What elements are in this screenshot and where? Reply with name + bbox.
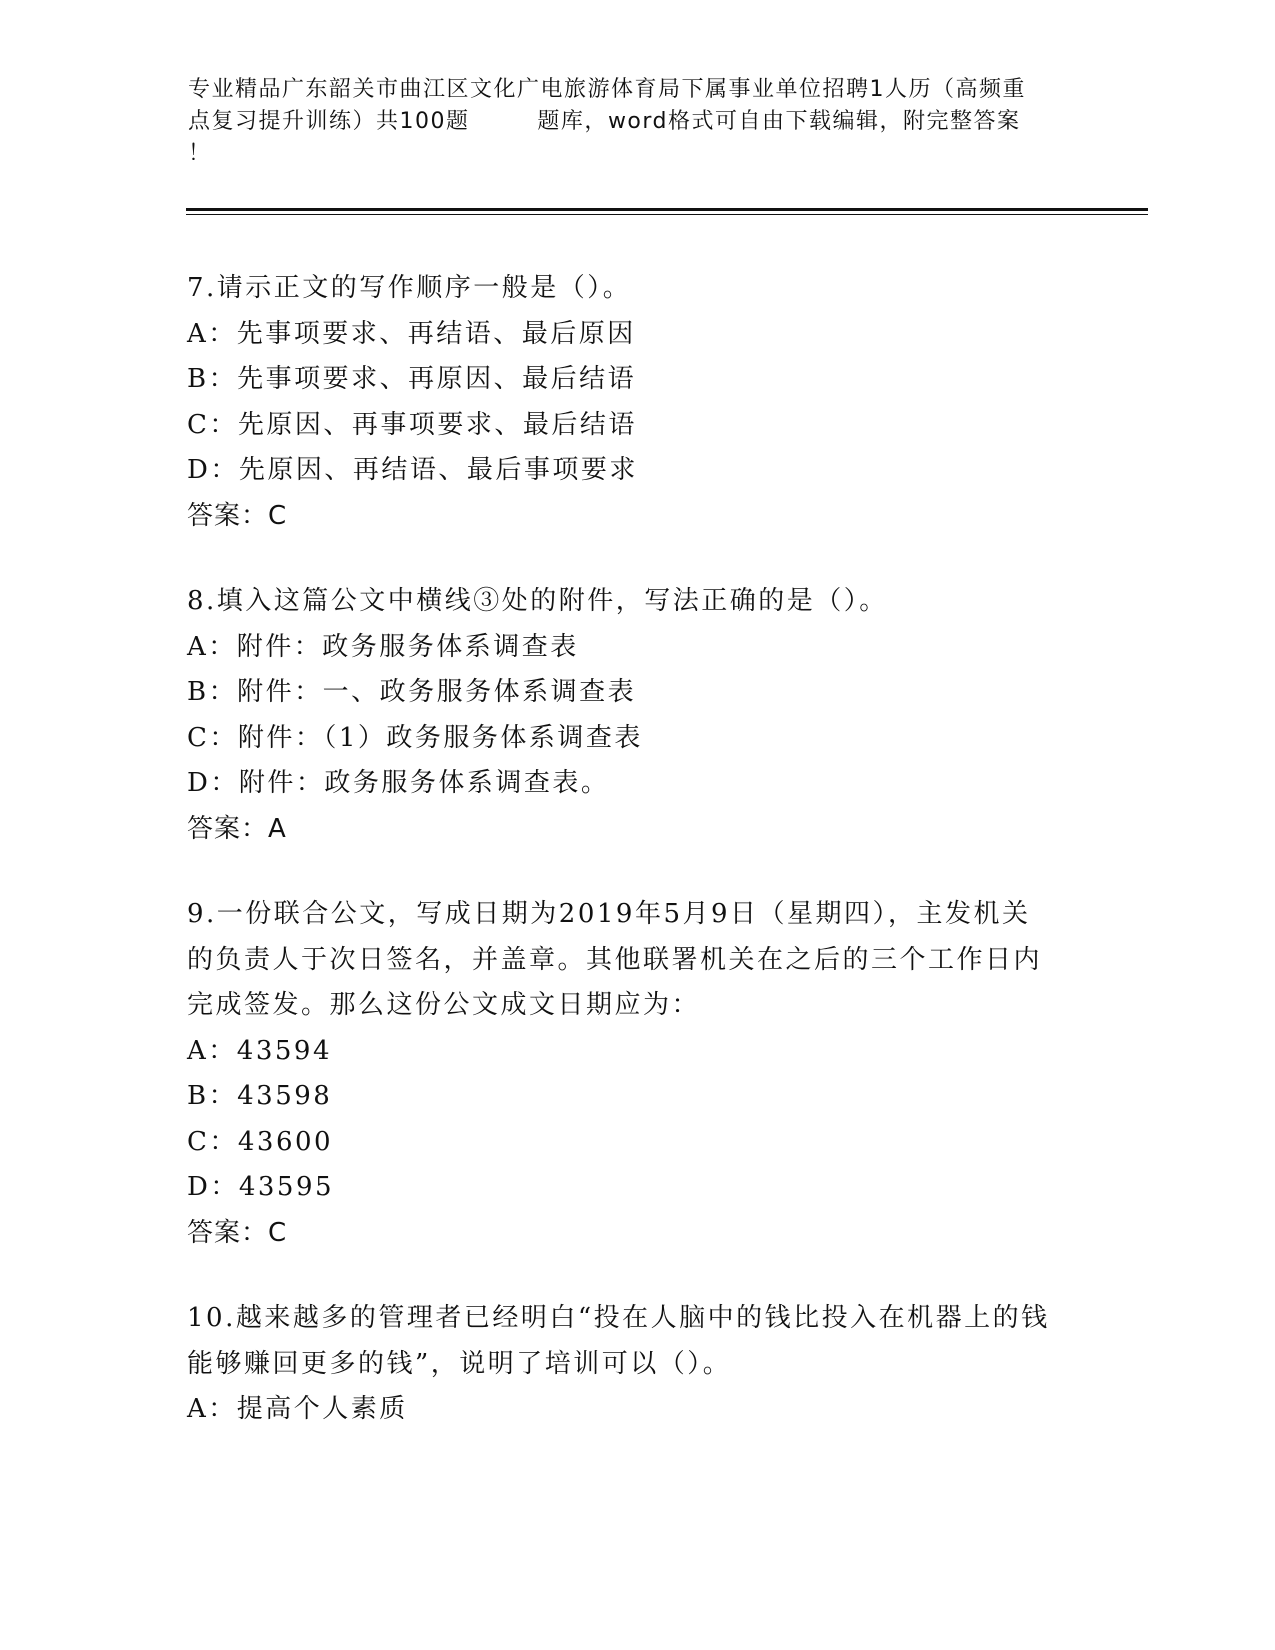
question-stem: 完成签发。那么这份公文成文日期应为：: [187, 990, 701, 1020]
header-line: 专业精品广东韶关市曲江区文化广电旅游体育局下属事业单位招聘1人历（高频重: [188, 77, 1026, 102]
answer: 答案：A: [187, 813, 287, 844]
question-stem: 9.一份联合公文，写成日期为2019年5月9日（星期四），主发机关: [187, 899, 1031, 929]
spacer: [187, 539, 1087, 579]
question-stem: 能够赚回更多的钱”，说明了培训可以（）。: [187, 1348, 732, 1379]
spacer: [187, 852, 1087, 892]
option-b: B：43598: [187, 1081, 333, 1111]
option-c: C：43600: [187, 1126, 334, 1157]
option-a: A：提高个人素质: [187, 1394, 408, 1424]
option-c: C：附件：（1）政务服务体系调查表: [187, 722, 643, 753]
option-b: B：先事项要求、再原因、最后结语: [187, 364, 637, 394]
option-d: D：先原因、再结语、最后事项要求: [187, 455, 638, 485]
question-8: [187, 579, 1087, 852]
question-10: [187, 1296, 1087, 1433]
option-d: D：43595: [187, 1172, 335, 1202]
spacer: [187, 1256, 1087, 1296]
question-stem: 10.越来越多的管理者已经明白“投在人脑中的钱比投入在机器上的钱: [187, 1303, 1050, 1333]
question-9: [187, 892, 1087, 1256]
question-stem: 的负责人于次日签名，并盖章。其他联署机关在之后的三个工作日内: [187, 944, 1043, 975]
header-divider: [186, 208, 1148, 215]
answer: 答案：C: [187, 500, 288, 531]
header-line: ！: [188, 141, 212, 166]
question-stem: 8.填入这篇公文中横线③处的附件，写法正确的是（）。: [187, 586, 888, 616]
question-list: [187, 266, 1087, 1433]
header-line: 点复习提升训练）共100题 题库，word格式可自由下载编辑，附完整答案: [188, 109, 1021, 134]
question-7: [187, 266, 1087, 539]
question-stem: 7.请示正文的写作顺序一般是（）。: [187, 273, 632, 303]
option-d: D：附件：政务服务体系调查表。: [187, 768, 610, 798]
option-c: C：先原因、再事项要求、最后结语: [187, 409, 637, 440]
option-a: A：附件：政务服务体系调查表: [187, 631, 579, 662]
document-header: [188, 74, 1088, 170]
option-a: A：先事项要求、再结语、最后原因: [187, 318, 636, 349]
option-b: B：附件：一、政务服务体系调查表: [187, 677, 637, 707]
answer: 答案：C: [187, 1217, 288, 1248]
option-a: A：43594: [187, 1035, 332, 1066]
